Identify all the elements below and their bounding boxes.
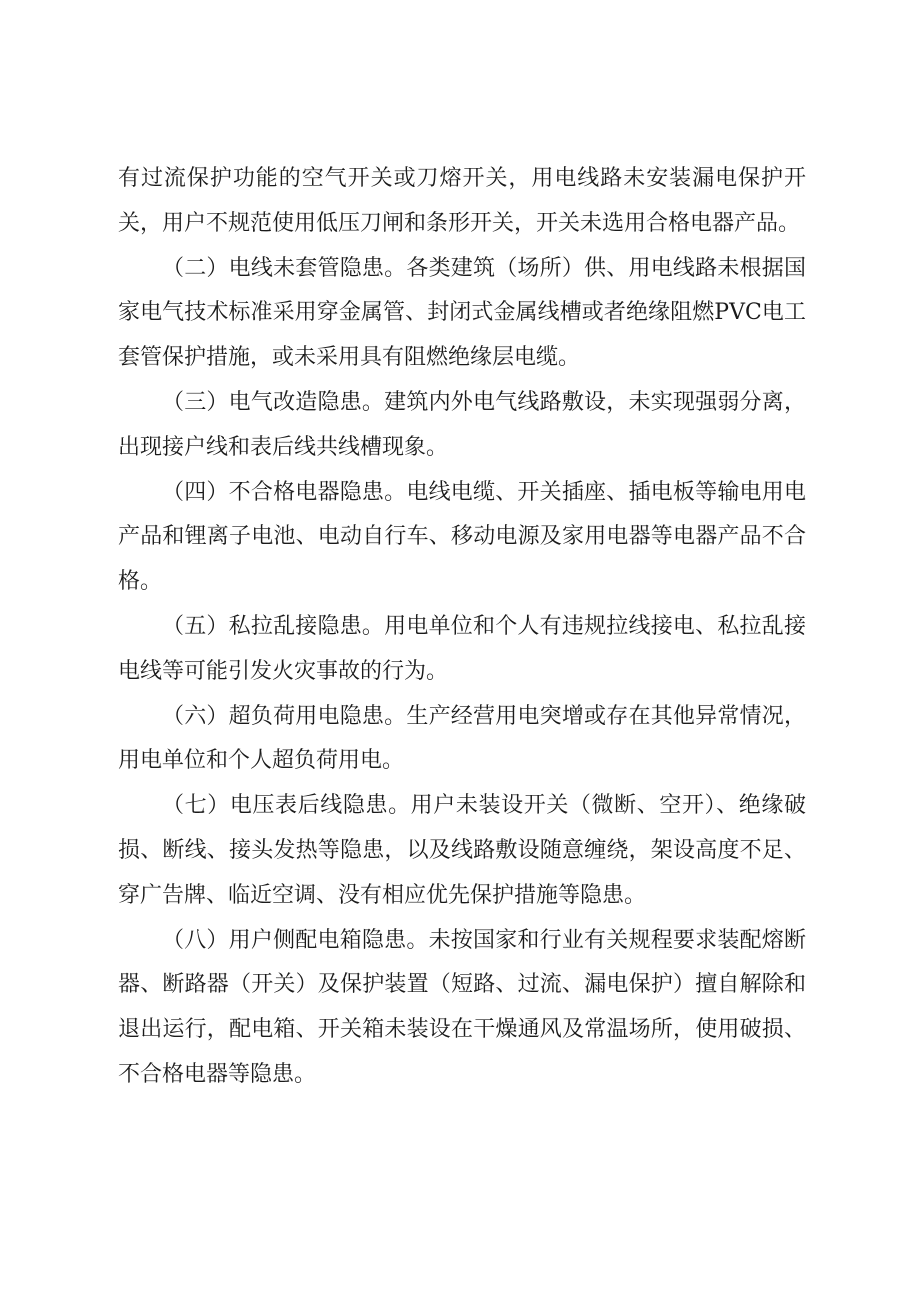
paragraph-item-3: （三）电气改造隐患。建筑内外电气线路敷设，未实现强弱分离，出现接户线和表后线共线槽现象。	[118, 389, 806, 460]
paragraph-item-8: （八）用户侧配电箱隐患。未按国家和行业有关规程要求装配熔断器、断路器（开关）及保护装置（短路、过流、漏电保护）擅自解除和退出运行，配电箱、开关箱未装设在干燥通风及常温场所，使用破损、不合格电器等隐患。	[118, 927, 806, 1087]
paragraph-item-5: （五）私拉乱接隐患。用电单位和个人有违规拉线接电、私拉乱接电线等可能引发火灾事故的行为。	[118, 613, 806, 684]
paragraph-item-7: （七）电压表后线隐患。用户未装设开关（微断、空开）、绝缘破损、断线、接头发热等隐患，以及线路敷设随意缠绕，架设高度不足、穿广告牌、临近空调、没有相应优先保护措施等隐患。	[118, 793, 806, 908]
paragraph-item-4: （四）不合格电器隐患。电线电缆、开关插座、插电板等输电用电产品和锂离子电池、电动自行车、移动电源及家用电器等电器产品不合格。	[118, 479, 806, 595]
paragraph-item-6: （六）超负荷用电隐患。生产经营用电突增或存在其他异常情况，用电单位和个人超负荷用电。	[118, 703, 806, 774]
paragraph-item-2: （二）电线未套管隐患。各类建筑（场所）供、用电线路未根据国家电气技术标准采用穿金属管、封闭式金属线槽或者绝缘阻燃PVC电工套管保护措施，或未采用具有阻燃绝缘层电缆。	[118, 255, 806, 371]
document-body	[118, 157, 806, 1098]
paragraph-continuation: 有过流保护功能的空气开关或刀熔开关，用电线路未安装漏电保护开关，用户不规范使用低压刀闸和条形开关，开关未选用合格电器产品。	[118, 166, 806, 236]
